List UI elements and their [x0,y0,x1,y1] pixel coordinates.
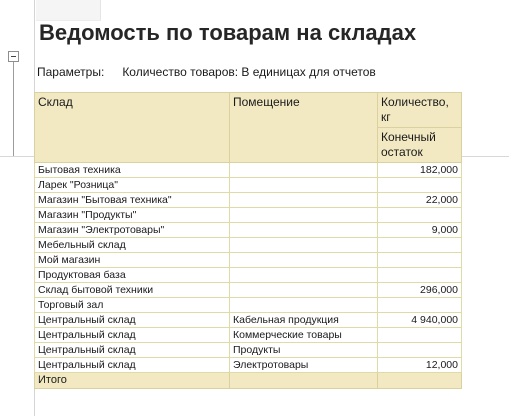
table-row [35,253,462,268]
tab-strip [36,0,101,21]
cell-warehouse[interactable]: Ларек "Розница" [35,178,230,193]
header-room[interactable]: Помещение [230,93,378,163]
cell-quantity[interactable]: 4 940,000 [378,313,462,328]
group-bracket [13,62,14,156]
total-label[interactable]: Итого [35,373,230,389]
cell-warehouse[interactable]: Центральный склад [35,328,230,343]
cell-warehouse[interactable]: Центральный склад [35,343,230,358]
cell-warehouse[interactable]: Склад бытовой техники [35,283,230,298]
cell-warehouse[interactable]: Продуктовая база [35,268,230,283]
cell-quantity[interactable] [378,298,462,313]
cell-quantity[interactable] [378,238,462,253]
report-parameters [37,65,376,80]
cell-warehouse[interactable]: Магазин "Бытовая техника" [35,193,230,208]
cell-quantity[interactable] [378,328,462,343]
cell-room[interactable] [230,208,378,223]
table-row [35,283,462,298]
total-quantity[interactable] [378,373,462,389]
cell-quantity[interactable] [378,253,462,268]
cell-room[interactable] [230,298,378,313]
cell-room[interactable] [230,163,378,178]
cell-room[interactable] [230,178,378,193]
cell-quantity[interactable]: 182,000 [378,163,462,178]
cell-room[interactable]: Продукты [230,343,378,358]
parameters-label: Параметры: [37,65,105,79]
report-table [34,92,462,389]
table-row [35,223,462,238]
cell-room[interactable] [230,193,378,208]
report-title: Ведомость по товарам на складах [39,20,417,45]
cell-room[interactable] [230,268,378,283]
table-row [35,178,462,193]
total-row [35,373,462,389]
cell-quantity[interactable]: 9,000 [378,223,462,238]
cell-quantity[interactable]: 12,000 [378,358,462,373]
cell-warehouse[interactable]: Торговый зал [35,298,230,313]
cell-quantity[interactable] [378,178,462,193]
cell-quantity[interactable]: 22,000 [378,193,462,208]
table-row [35,238,462,253]
cell-warehouse[interactable]: Мебельный склад [35,238,230,253]
cell-room[interactable] [230,238,378,253]
cell-room[interactable] [230,223,378,238]
cell-quantity[interactable] [378,208,462,223]
cell-warehouse[interactable]: Магазин "Электротовары" [35,223,230,238]
cell-warehouse[interactable]: Центральный склад [35,313,230,328]
table-row [35,298,462,313]
cell-room[interactable] [230,253,378,268]
table-row [35,163,462,178]
cell-quantity[interactable] [378,343,462,358]
cell-room[interactable]: Коммерческие товары [230,328,378,343]
table-row [35,268,462,283]
table-row [35,358,462,373]
cell-room[interactable]: Кабельная продукция [230,313,378,328]
cell-warehouse[interactable]: Мой магазин [35,253,230,268]
collapse-group-button[interactable] [8,51,19,62]
cell-warehouse[interactable]: Центральный склад [35,358,230,373]
table-row [35,328,462,343]
cell-quantity[interactable]: 296,000 [378,283,462,298]
total-room[interactable] [230,373,378,389]
header-closing-balance[interactable]: Конечный остаток [378,128,462,163]
cell-room[interactable] [230,283,378,298]
header-warehouse[interactable]: Склад [35,93,230,163]
header-quantity[interactable]: Количество, кг [378,93,462,128]
cell-room[interactable]: Электротовары [230,358,378,373]
cell-warehouse[interactable]: Бытовая техника [35,163,230,178]
table-row [35,193,462,208]
parameters-value: Количество товаров: В единицах для отчетов [122,65,376,79]
cell-quantity[interactable] [378,268,462,283]
cell-warehouse[interactable]: Магазин "Продукты" [35,208,230,223]
table-row [35,343,462,358]
table-row [35,208,462,223]
header-row [35,93,462,128]
table-row [35,313,462,328]
